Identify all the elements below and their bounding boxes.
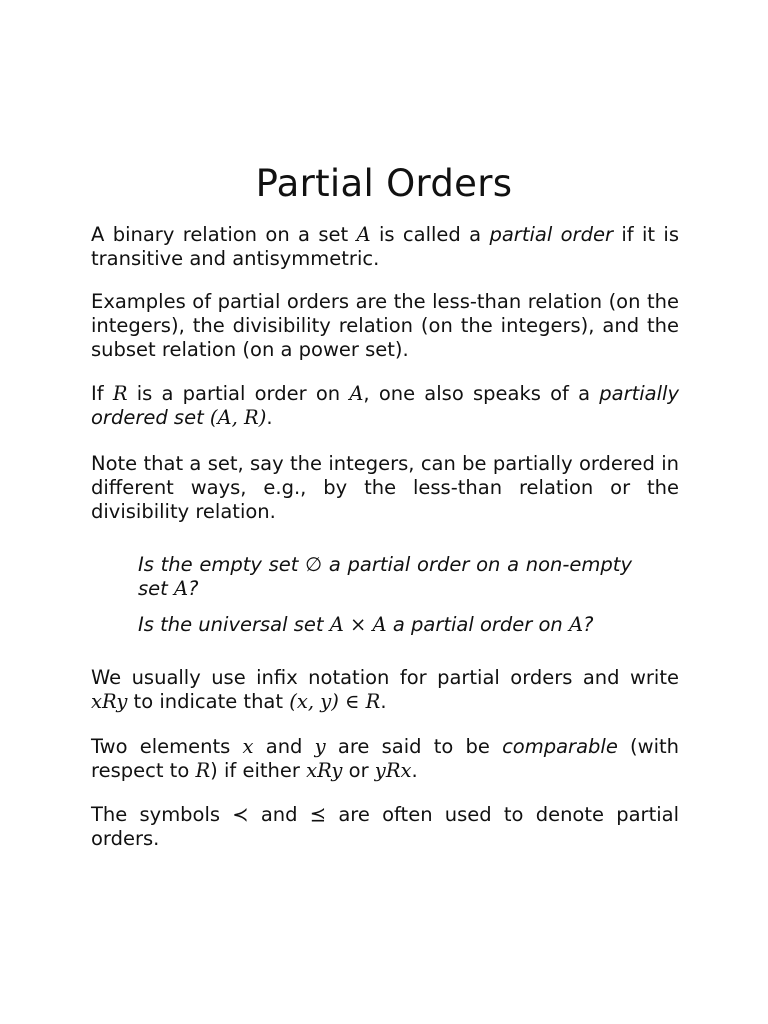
- text-run: We usually use infix notation for partial orders and write: [91, 666, 679, 689]
- text-run: is called a: [370, 223, 490, 246]
- text-run: A binary relation on a set: [91, 223, 357, 246]
- math-R: R: [112, 382, 128, 405]
- text-run: and: [253, 735, 315, 758]
- math-empty-set: ∅: [305, 553, 323, 576]
- math-A: A: [349, 382, 364, 405]
- text-run: If: [91, 382, 113, 405]
- text-run: ) if either: [210, 759, 307, 782]
- text-run: ?: [188, 577, 199, 600]
- paragraph-definition: [91, 223, 679, 271]
- math-pair: (A, R): [209, 406, 267, 429]
- text-run: .: [266, 406, 273, 429]
- text-run: Is the empty set: [138, 553, 306, 576]
- text-run: Is the universal set: [138, 613, 330, 636]
- text-run: a partial order on a non-empty set: [138, 553, 632, 600]
- paragraph-poset: [91, 382, 679, 430]
- term-partially-ordered-set: partially ordered set: [91, 382, 679, 429]
- text-run: and: [248, 803, 310, 826]
- text-run: , one also speaks of a: [363, 382, 600, 405]
- text-run: (with respect to: [91, 735, 679, 782]
- text-run: is a partial order on: [127, 382, 350, 405]
- math-xRy: xRy: [91, 690, 128, 713]
- math-A: A: [174, 577, 189, 600]
- question-empty-set: [138, 553, 632, 601]
- paragraph-comparable: [91, 735, 679, 783]
- paragraph-note: Note that a set, say the integers, can be partially ordered in different ways, e.g., by the less-than relation or the divisibility relation.: [91, 452, 679, 523]
- text-run: .: [411, 759, 418, 782]
- paragraph-examples: Examples of partial orders are the less-than relation (on the integers), the divisibility relation (on the integers), and the subset relation (on a power set).: [91, 290, 679, 361]
- math-R: R: [195, 759, 211, 782]
- math-x: x: [242, 735, 254, 758]
- text-run: Two elements: [91, 735, 243, 758]
- term-comparable: comparable: [502, 735, 618, 758]
- math-AxA: A × A: [329, 613, 387, 636]
- page-title: Partial Orders: [255, 162, 513, 205]
- text-run: ?: [583, 613, 594, 636]
- math-A: A: [569, 613, 584, 636]
- paragraph-symbols: [91, 803, 679, 851]
- text-run: .: [380, 690, 387, 713]
- math-membership: (x, y) ∈ R: [289, 690, 381, 713]
- question-universal-set: [138, 613, 632, 637]
- math-xRy: xRy: [306, 759, 343, 782]
- math-yRx: yRx: [374, 759, 412, 782]
- text-run: a partial order on: [386, 613, 569, 636]
- text-run: or: [342, 759, 375, 782]
- math-A: A: [356, 223, 371, 246]
- text-run: are often used to denote partial orders.: [91, 803, 679, 850]
- math-y: y: [314, 735, 326, 758]
- symbol-preceq: ⪯: [309, 803, 327, 826]
- symbol-prec: ≺: [232, 803, 249, 826]
- text-run: to indicate that: [127, 690, 290, 713]
- text-run: if it is transitive and antisymmetric.: [91, 223, 679, 270]
- text-run: The symbols: [91, 803, 233, 826]
- paragraph-infix: [91, 666, 679, 714]
- term-partial-order: partial order: [489, 223, 613, 246]
- text-run: are said to be: [325, 735, 503, 758]
